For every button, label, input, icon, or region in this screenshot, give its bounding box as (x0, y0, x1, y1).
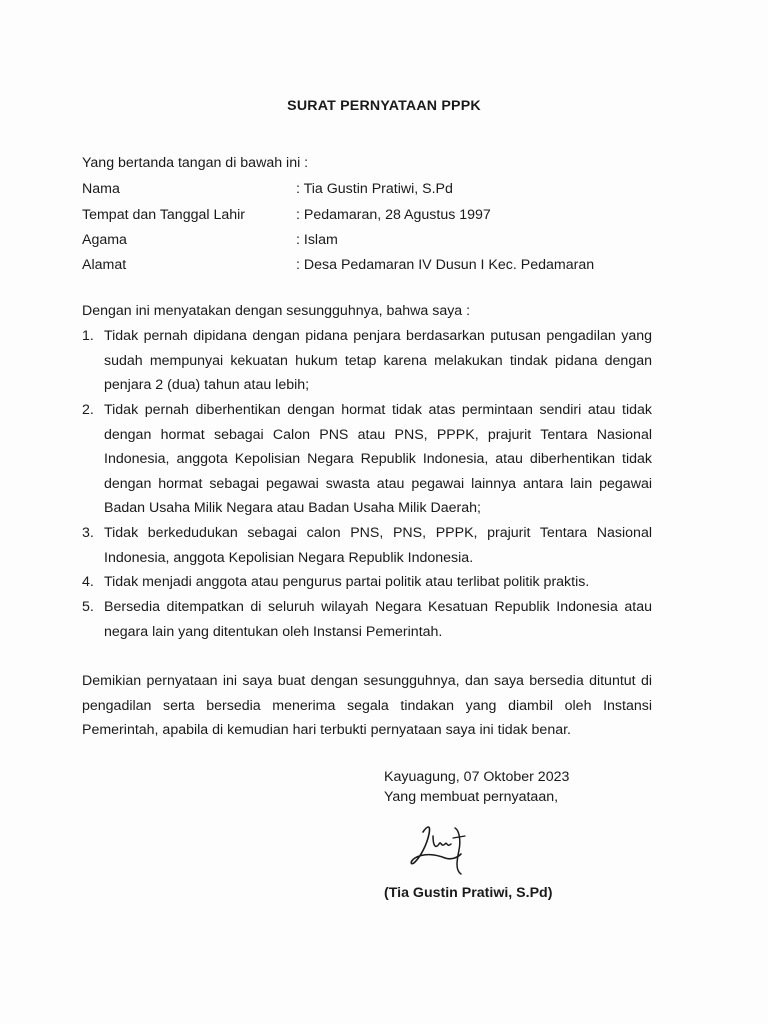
signature-image (405, 820, 485, 878)
statement-number: 5. (82, 599, 94, 615)
maker-label: Yang membuat pernyataan, (384, 789, 559, 805)
identity-row-name (82, 180, 722, 198)
statement-text: Tidak menjadi anggota atau pengurus partai politik atau terlibat politik praktis. (104, 574, 590, 590)
identity-value: : Tia Gustin Pratiwi, S.Pd (296, 181, 453, 197)
statement-number: 2. (82, 402, 94, 418)
statement-text: Tidak pernah diberhentikan dengan hormat tidak atas permintaan sendiri atau tidak dengan hormat sebagai Calon PNS atau PNS, PPPK, prajurit Tentara Nasional Indonesia, anggota Kepolisian Negara Republik Indonesia, atau diberhentikan tidak dengan hormat sebagai pegawai swasta atau pegawai lainnya antara lain pegawai Badan Usaha Milik Negara atau Badan Usaha Milik Daerah; (104, 402, 652, 517)
statement-intro: Dengan ini menyatakan dengan sesungguhnya, bahwa saya : (82, 303, 471, 319)
identity-label: Agama (82, 232, 127, 248)
statement-text: Tidak berkedudukan sebagai calon PNS, PNS, PPPK, prajurit Tentara Nasional Indonesia, anggota Kepolisian Negara Republik Indonesia. (104, 525, 652, 566)
intro-text: Yang bertanda tangan di bawah ini : (82, 155, 309, 171)
identity-value: : Islam (296, 232, 338, 248)
identity-row-religion (82, 231, 722, 249)
place-date: Kayuagung, 07 Oktober 2023 (384, 769, 570, 785)
identity-value: : Pedamaran, 28 Agustus 1997 (296, 207, 491, 223)
statement-text: Tidak pernah dipidana dengan pidana penjara berdasarkan putusan pengadilan yang sudah mempunyai kekuatan hukum tetap karena melakukan tindak pidana dengan penjara 2 (dua) tahun atau lebih; (104, 328, 652, 394)
identity-label: Nama (82, 181, 120, 197)
statement-number: 4. (82, 574, 94, 590)
closing-paragraph: Demikian pernyataan ini saya buat dengan sesungguhnya, dan saya bersedia dituntut di pengadilan serta bersedia menerima segala tindakan yang diambil oleh Instansi Pemerintah, apabila di kemudian hari terbukti pernyataan saya ini tidak benar. (82, 673, 652, 739)
document-title: SURAT PERNYATAAN PPPK (287, 98, 481, 114)
signer-name: (Tia Gustin Pratiwi, S.Pd) (384, 885, 553, 901)
statement-number: 3. (82, 525, 94, 541)
statement-text: Bersedia ditempatkan di seluruh wilayah Negara Kesatuan Republik Indonesia atau negara lain yang ditentukan oleh Instansi Pemerintah. (104, 599, 652, 640)
identity-row-birth (82, 206, 722, 224)
identity-label: Alamat (82, 257, 127, 273)
identity-row-address (82, 256, 722, 274)
identity-label: Tempat dan Tanggal Lahir (82, 207, 246, 223)
identity-value: : Desa Pedamaran IV Dusun I Kec. Pedamaran (296, 257, 595, 273)
statement-number: 1. (82, 328, 94, 344)
